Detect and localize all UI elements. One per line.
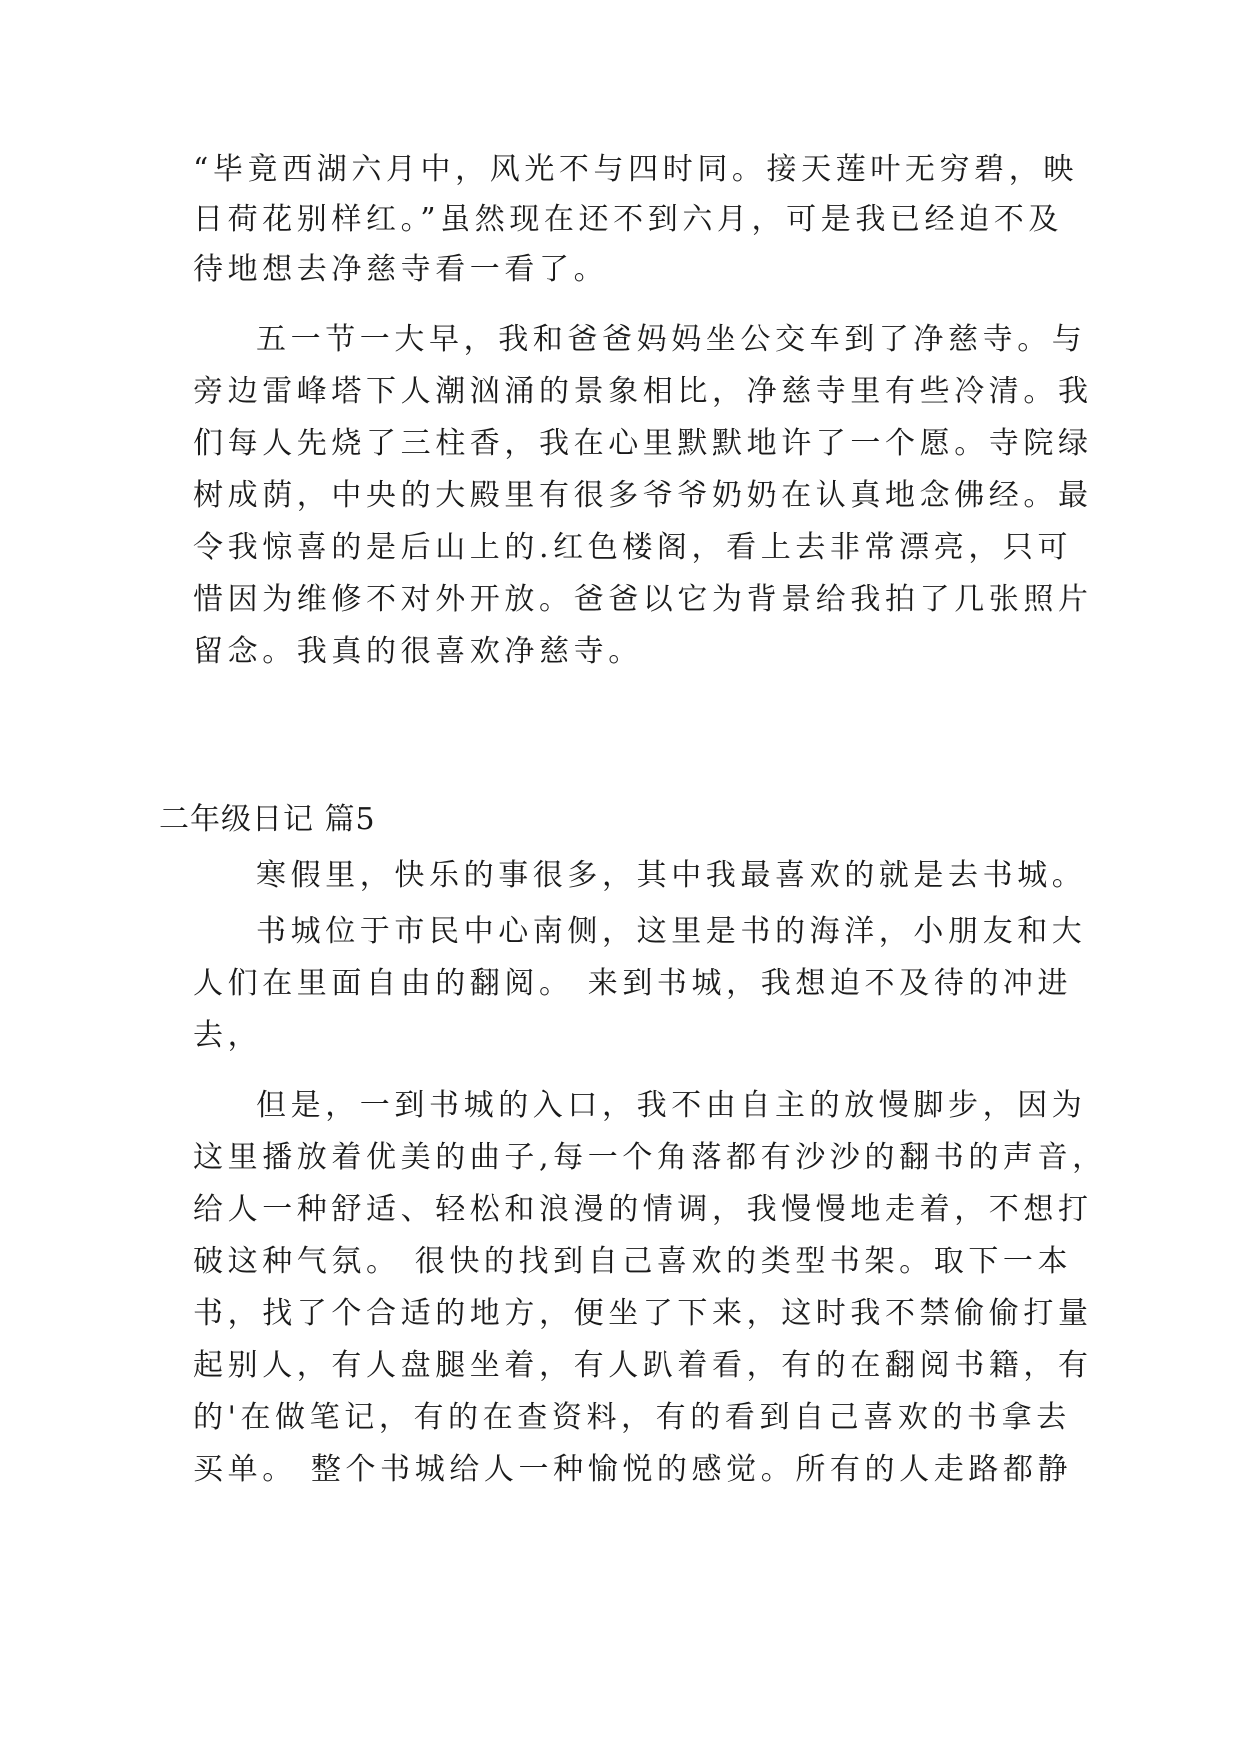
- text-line: 日荷花别样红。”虽然现在还不到六月，可是我已经迫不及: [193, 202, 1063, 237]
- text-line: 书，找了个合适的地方，便坐了下来，这时我不禁偷偷打量: [193, 1296, 1093, 1331]
- text-line: 这里播放着优美的曲子,每一个角落都有沙沙的翻书的声音，: [193, 1140, 1107, 1175]
- paragraph-start-line: 寒假里，快乐的事很多，其中我最喜欢的就是去书城。: [256, 858, 1087, 893]
- text-line: 待地想去净慈寺看一看了。: [193, 252, 609, 287]
- text-line: 给人一种舒适、轻松和浪漫的情调，我慢慢地走着，不想打: [193, 1192, 1093, 1227]
- text-line: 去，: [193, 1018, 263, 1053]
- text-line: 惜因为维修不对外开放。爸爸以它为背景给我拍了几张照片: [193, 582, 1093, 617]
- text-line: 起别人，有人盘腿坐着，有人趴着看，有的在翻阅书籍，有: [193, 1348, 1093, 1383]
- paragraph-start-line: 但是，一到书城的入口，我不由自主的放慢脚步，因为: [256, 1088, 1087, 1123]
- paragraph-start-line: 五一节一大早，我和爸爸妈妈坐公交车到了净慈寺。与: [256, 322, 1087, 357]
- text-line: 树成荫，中央的大殿里有很多爷爷奶奶在认真地念佛经。最: [193, 478, 1093, 513]
- text-line: 旁边雷峰塔下人潮汹涌的景象相比，净慈寺里有些冷清。我: [193, 374, 1093, 409]
- text-line: 人们在里面自由的翻阅。 来到书城，我想迫不及待的冲进: [193, 966, 1073, 1001]
- text-line: 的'在做笔记，有的在查资料，有的看到自己喜欢的书拿去: [193, 1400, 1071, 1435]
- paragraph-start-line: 书城位于市民中心南侧，这里是书的海洋，小朋友和大: [256, 914, 1087, 949]
- text-line: 令我惊喜的是后山上的.红色楼阁，看上去非常漂亮，只可: [193, 530, 1073, 565]
- text-line: 破这种气氛。 很快的找到自己喜欢的类型书架。取下一本: [193, 1244, 1073, 1279]
- text-line: 们每人先烧了三柱香，我在心里默默地许了一个愿。寺院绿: [193, 426, 1093, 461]
- text-line: 留念。我真的很喜欢净慈寺。: [193, 634, 643, 669]
- section-heading: 二年级日记 篇5: [159, 802, 376, 837]
- text-line: “毕竟西湖六月中，风光不与四时同。接天莲叶无穷碧，映: [193, 152, 1078, 187]
- text-line: 买单。 整个书城给人一种愉悦的感觉。所有的人走路都静: [193, 1452, 1073, 1487]
